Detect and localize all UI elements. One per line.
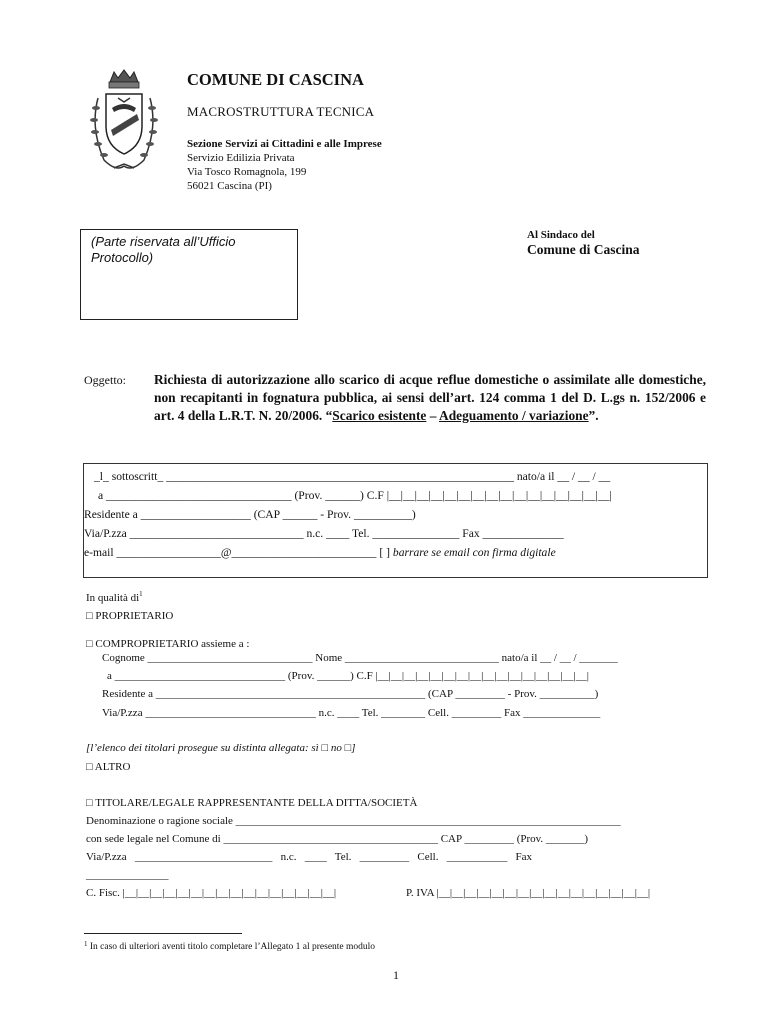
fiscal-code-field[interactable]: C. Fisc. |__|__|__|__|__|__|__|__|__|__|__|__|__|__|__|__| bbox=[86, 887, 337, 899]
coat-of-arms-emblem bbox=[84, 68, 164, 178]
company-name-field[interactable]: Denominazione o ragione sociale ______________________________________________________________________ bbox=[86, 815, 621, 827]
co-owner-birthplace-field[interactable]: a _______________________________ (Prov. ______) C.F |__|__|__|__|__|__|__|__|__|__|__|__|__|__|__|__| bbox=[107, 670, 589, 682]
vat-number-field[interactable]: P. IVA |__|__|__|__|__|__|__|__|__|__|__|__|__|__|__|__| bbox=[406, 887, 651, 899]
subject-text: Richiesta di autorizzazione allo scarico di acque reflue domestiche o assimilate alle domestiche, non recapitanti in fognatura pubblica, ai sensi dell’art. 124 comma 1 del D. L.gs n. 152/2006 e art. 4 della L.R.T. N. 20/2006. “Scarico esistente – Adeguamento / variazione”. bbox=[154, 372, 706, 423]
office-street: Via Tosco Romagnola, 199 bbox=[187, 166, 307, 178]
declarant-name-field[interactable]: _l_ sottoscritt_ ____________________________________________________________ nato/a il __ / __ / __ bbox=[94, 470, 611, 483]
co-owner-name-field[interactable]: Cognome ______________________________ Nome ____________________________ nato/a il __ / __ / _______ bbox=[102, 652, 618, 664]
protocol-reserved-box bbox=[80, 229, 298, 320]
section-name: Sezione Servizi ai Cittadini e alle Imprese bbox=[187, 138, 382, 150]
department-name: MACROSTRUTTURA TECNICA bbox=[187, 104, 375, 119]
checkbox-owner[interactable]: □ PROPRIETARIO bbox=[86, 610, 174, 622]
option-adjustment-variation: Adeguamento / variazione bbox=[439, 408, 589, 423]
addressee-line-2: Comune di Cascina bbox=[527, 242, 640, 257]
declarant-box bbox=[83, 463, 708, 578]
service-name: Servizio Edilizia Privata bbox=[187, 152, 295, 164]
declarant-email-field[interactable]: e-mail __________________@_________________________ [ ] barrare se email con firma digitale bbox=[84, 546, 556, 559]
co-owner-residence-field[interactable]: Residente a _________________________________________________ (CAP _________ - Prov. __________) bbox=[102, 688, 599, 700]
footnote: $^1$ In caso di ulteriori aventi titolo completare l’Allegato 1 al presente modulo bbox=[84, 940, 376, 952]
office-city: 56021 Cascina (PI) bbox=[187, 180, 272, 192]
declarant-residence-field[interactable]: Residente a ___________________ (CAP ______ - Prov. __________) bbox=[84, 508, 416, 521]
checkbox-legal-representative[interactable]: □ TITOLARE/LEGALE RAPPRESENTANTE DELLA DITTA/SOCIETÀ bbox=[86, 797, 418, 809]
owners-list-note[interactable]: [l’elenco dei titolari prosegue su distinta allegata: sì □ no □] bbox=[86, 742, 356, 754]
co-owner-address-field[interactable]: Via/P.zza _______________________________ n.c. ____ Tel. ________ Cell. _________ Fax ______________ bbox=[102, 707, 601, 719]
company-seat-field[interactable]: con sede legale nel Comune di _______________________________________ CAP _________ (Prov. _______) bbox=[86, 833, 589, 845]
digital-signature-note: barrare se email con firma digitale bbox=[392, 546, 556, 559]
company-address-field[interactable]: Via/P.zza _________________________ n.c. ____ Tel. _________ Cell. ___________ Fax bbox=[86, 851, 532, 863]
checkbox-other[interactable]: □ ALTRO bbox=[86, 761, 131, 773]
protocol-box-label: (Parte riservata all’Ufficio Protocollo) bbox=[91, 234, 236, 265]
capacity-label: In qualità $di^1$ bbox=[86, 590, 143, 604]
page-number: 1 bbox=[393, 968, 399, 982]
municipality-title: COMUNE DI CASCINA bbox=[187, 70, 364, 89]
footnote-divider bbox=[84, 933, 242, 934]
company-fax-field[interactable]: _______________ bbox=[86, 869, 169, 881]
declarant-address-field[interactable]: Via/P.zza ______________________________ n.c. ____ Tel. _______________ Fax ______________ bbox=[84, 527, 564, 540]
option-existing-discharge: Scarico esistente bbox=[332, 408, 427, 423]
subject-label: Oggetto: bbox=[84, 373, 126, 387]
addressee-line-1: Al Sindaco del bbox=[527, 229, 595, 241]
declarant-birthplace-field[interactable]: a ________________________________ (Prov. ______) C.F |__|__|__|__|__|__|__|__|__|__|__|__|__|__|__|__| bbox=[98, 489, 612, 502]
checkbox-co-owner[interactable]: □ COMPROPRIETARIO assieme a : bbox=[86, 638, 250, 650]
